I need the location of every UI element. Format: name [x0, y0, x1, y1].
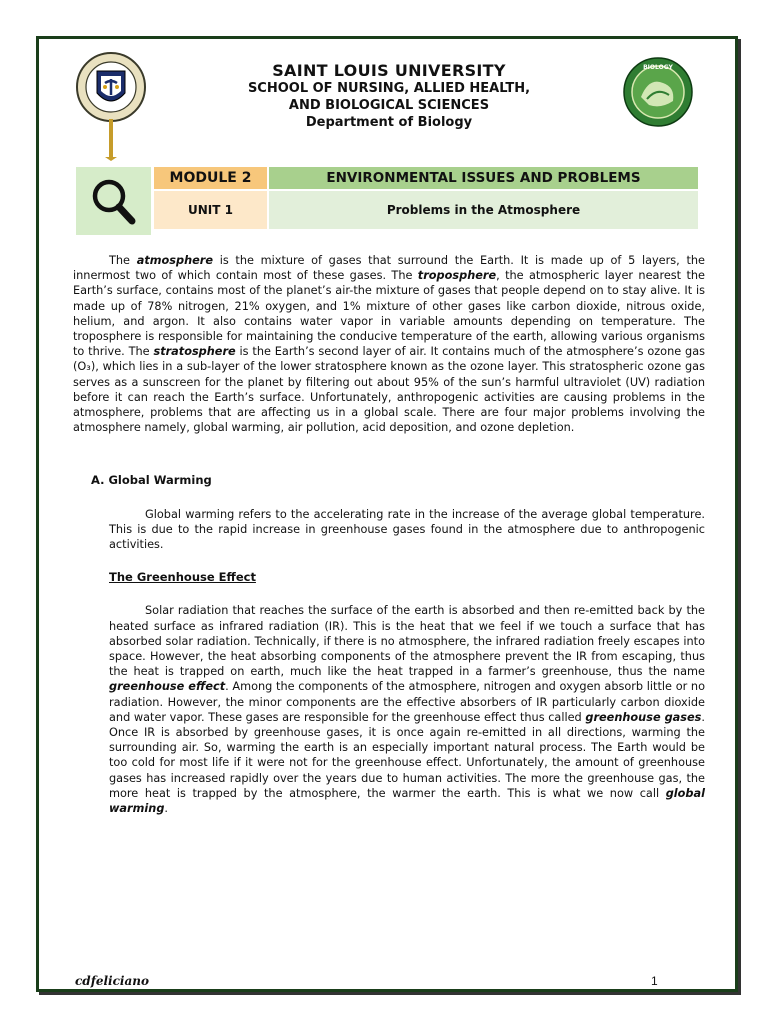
section-a-heading: A. Global Warming: [91, 473, 212, 488]
page-header: [39, 39, 735, 169]
term-troposphere: troposphere: [417, 269, 497, 283]
magnifier-cell: [76, 167, 151, 235]
school-name-line2: AND BIOLOGICAL SCIENCES: [288, 98, 490, 113]
term-stratosphere: stratosphere: [153, 345, 236, 359]
module-label: MODULE 2: [154, 167, 267, 189]
section-a-content: [109, 507, 705, 817]
term-atmosphere: atmosphere: [136, 254, 214, 267]
greenhouse-effect-heading: The Greenhouse Effect: [109, 570, 256, 585]
saint-louis-university-seal-icon: [75, 49, 147, 161]
unit-title: Problems in the Atmosphere: [269, 191, 698, 229]
intro-paragraph: The atmosphere is the mixture of gases that surround the Earth. It is made up of 5 layers, the innermost two of which contain most of these gases. The troposphere, the atmospheric layer nearest the Earth’s surface, contains most of the planet’s air-the mixture of gases that people depend on to stay alive. It is made up of 78% nitrogen, 21% oxygen, and 1% mixture of other gases like carbon dioxide, nitrous oxide, helium, and argon. It also contains water vapor in variable amounts depending on temperature. The troposphere is responsible for maintaining the conducive temperature of the earth, allowing various organisms to thrive. The stratosphere is the Earth’s second layer of air. It contains much of the atmosphere’s ozone gas (O₃), which lies in a sub-layer of the lower stratosphere known as the ozone layer. This stratospheric ozone gas serves as a sunscreen for the planet by filtering out about 95% of the sun’s harmful ultraviolet (UV) radiation before it can reach the Earth’s surface. Unfortunately, anthropogenic activities are causing problems in the atmosphere, problems that are affecting us in a global scale. There are four major problems involving the atmosphere namely, global warming, air pollution, acid deposition, and ozone depletion.: [73, 254, 706, 435]
global-warming-paragraph: Global warming refers to the accelerating rate in the increase of the average global temperature. This is due to the rapid increase in greenhouse gases found in the atmosphere due to anthropogenic activities.: [109, 507, 705, 552]
university-name: SAINT LOUIS UNIVERSITY: [272, 61, 506, 80]
school-name-line1: SCHOOL OF NURSING, ALLIED HEALTH,: [247, 81, 531, 96]
term-greenhouse-effect: greenhouse effect: [109, 680, 226, 694]
biology-department-seal-icon: [623, 57, 693, 127]
institution-titles: [199, 61, 579, 131]
department-name: Department of Biology: [305, 115, 473, 130]
page-frame: [36, 36, 738, 992]
module-body: [73, 253, 705, 816]
term-greenhouse-gases: greenhouse gases: [585, 710, 702, 724]
unit-label: UNIT 1: [154, 191, 267, 229]
module-title: ENVIRONMENTAL ISSUES AND PROBLEMS: [269, 167, 698, 189]
greenhouse-effect-paragraph: Solar radiation that reaches the surface of the earth is absorbed and then re-emitted back by the heated surface as infrared radiation (IR). This is the heat that we feel if we touch a surface that has absorbed solar radiation. Technically, if there is no atmosphere, the infrared radiation freely escapes into space. However, the heat absorbing components of the atmosphere prevent the IR from escaping, thus the heat is trapped on earth, much like the heat trapped in a farmer’s greenhouse, thus the name greenhouse effect. Among the components of the atmosphere, nitrogen and oxygen absorb little or no radiation. However, the minor components are the effective absorbers of IR particularly carbon dioxide and water vapor. These gases are responsible for the greenhouse effect thus called greenhouse gases. Once IR is absorbed by greenhouse gases, it is once again re-emitted in all directions, warming the surrounding air. So, warming the earth is an especially important natural process. The Earth would be too cold for most life if it were not for the greenhouse effect. Unfortunately, the amount of greenhouse gases has increased rapidly over the years due to human activities. The more the greenhouse gas, the more heat is trapped by the atmosphere, the warmer the earth. This is what we now call global warming.: [109, 604, 705, 816]
module-header-band: [76, 167, 698, 235]
term-global-warming: global warming: [109, 786, 705, 816]
magnifier-icon: [76, 167, 151, 235]
author-signature: cdfeliciano: [75, 974, 149, 988]
biology-seal-text: BIOLOGY: [643, 64, 673, 71]
page-number: 1: [651, 974, 658, 988]
